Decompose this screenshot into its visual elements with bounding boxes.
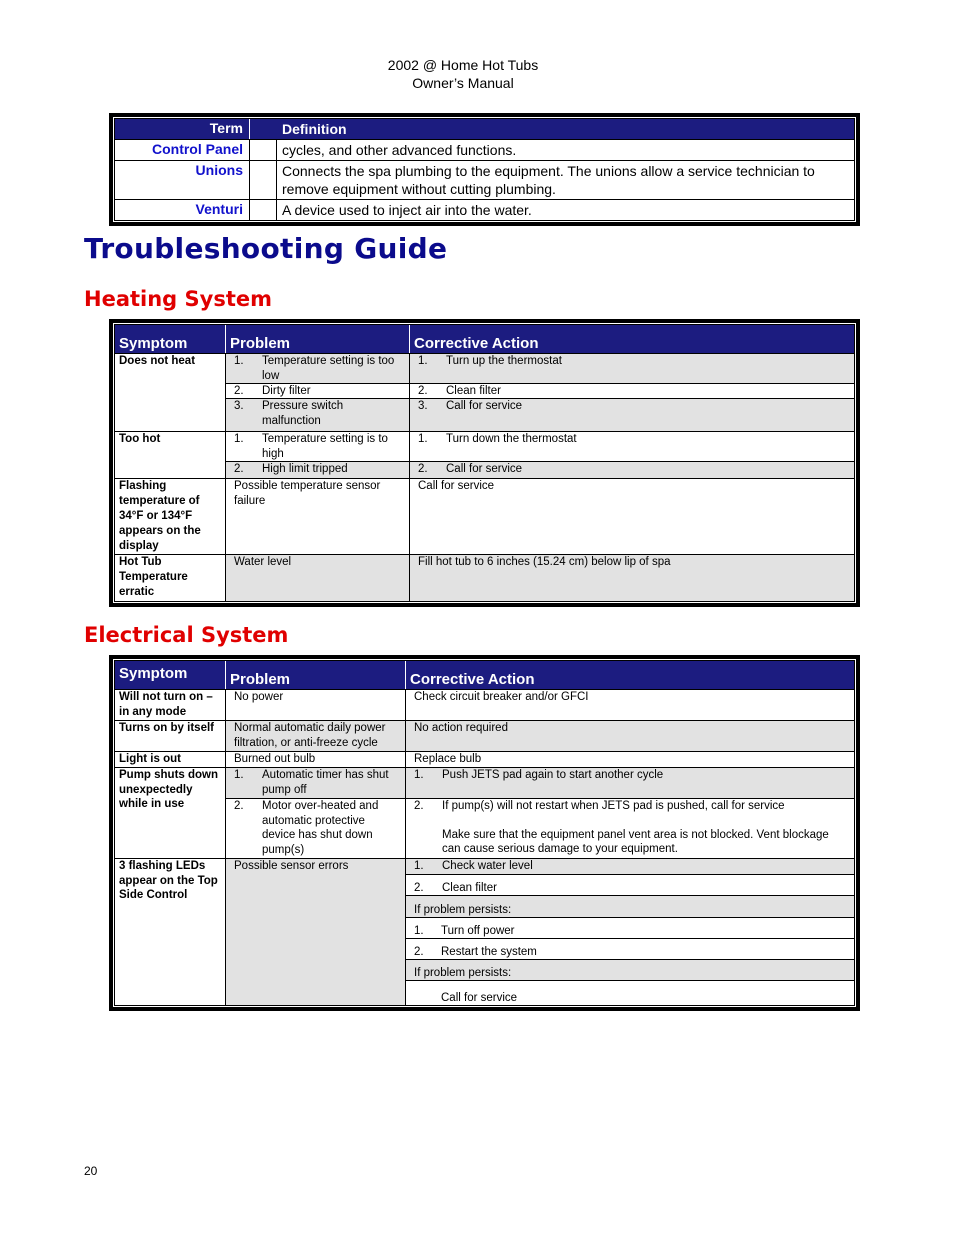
symptom-cell: Too hot: [115, 432, 226, 478]
glossary-term: Venturi: [115, 200, 250, 220]
electrical-table: [109, 655, 860, 1011]
heating-heading: Heating System: [84, 287, 272, 311]
problem-cell: Possible temperature sensor failure: [226, 479, 410, 554]
problem-cell: Automatic timer has shut pump off: [262, 769, 389, 796]
table-row: 3 flashing LEDs appear on the Top Side Control Possible sensor errors 1. Check water level 2. Clean filter If problem persists: 1. Turn off power 2. Restart the system If problem persists: Call for service: [115, 859, 854, 1005]
table-row: [115, 690, 854, 721]
table-row: Pump shuts down unexpectedly while in use 1. Automatic timer has shut pump off 1. Push JETS pad again to start another cycle 2. Motor over-heated and automatic protective device has shut down pump(s) 2. If pump(s) will not restart when JETS pad is pushed, call for service Make sure that the equipment panel vent area is not blocked. Vent blockage can cause serious damage to your equipment.: [115, 768, 854, 859]
action-cell: If problem persists:: [414, 966, 512, 979]
problem-cell: Motor over-heated and automatic protective device has shut down pump(s): [262, 800, 379, 856]
symptom-cell: Turns on by itself: [115, 721, 226, 751]
action-cell: Call for service: [446, 400, 523, 412]
table-row: [115, 555, 854, 601]
problem-cell: Water level: [226, 555, 410, 601]
symptom-cell: Light is out: [115, 752, 226, 767]
problem-cell: No power: [226, 690, 406, 720]
action-cell: Replace bulb: [414, 753, 482, 765]
table-row: [115, 752, 854, 768]
action-cell: If problem persists:: [414, 903, 512, 916]
problem-cell: Temperature setting is to high: [262, 433, 388, 460]
page-title: Troubleshooting Guide: [84, 232, 448, 265]
glossary-definition: A device used to inject air into the water.: [282, 202, 532, 218]
table-row: Does not heat 1. Temperature setting is too low 1. Turn up the thermostat 2. Dirty filter 2. Clean filter 3. Pressure switch malfunction 3. Call for service: [115, 354, 854, 432]
problem-cell: Possible sensor errors: [226, 859, 406, 1005]
page-number: 20: [84, 1164, 98, 1178]
action-cell: Call for service: [418, 480, 495, 492]
action-cell: No action required: [406, 721, 854, 751]
action-cell: Clean filter: [442, 881, 497, 894]
symptom-cell: Pump shuts down unexpectedly while in use: [115, 768, 226, 858]
page-header: [0, 56, 926, 92]
table-row: Too hot 1. Temperature setting is to high 1. Turn down the thermostat 2. High limit tripped 2. Call for service: [115, 432, 854, 479]
symptom-cell: 3 flashing LEDs appear on the Top Side Control: [115, 859, 226, 1005]
problem-cell: High limit tripped: [262, 463, 348, 475]
glossary-definition-header: Definition: [282, 121, 347, 137]
problem-cell: Dirty filter: [262, 385, 311, 397]
action-cell: If pump(s) will not restart when JETS pad is pushed, call for service: [442, 800, 785, 812]
electrical-heading: Electrical System: [84, 623, 289, 647]
table-row: [115, 479, 854, 555]
glossary-term-header: Term: [115, 119, 250, 139]
action-cell: Check circuit breaker and/or GFCI: [414, 691, 589, 703]
glossary-header-row: [115, 119, 854, 139]
electrical-header-row: [115, 661, 854, 690]
action-note: Make sure that the equipment panel vent area is not blocked. Vent blockage can cause serious damage to your equipment.: [442, 828, 829, 855]
symptom-header: Symptom: [115, 661, 226, 689]
glossary-definition: Connects the spa plumbing to the equipment. The unions allow a service technician to remove equipment without cutting plumbing.: [282, 163, 815, 197]
problem-cell: Pressure switch malfunction: [262, 400, 344, 427]
heating-header-row: [115, 325, 854, 354]
action-cell: Turn off power: [441, 924, 515, 937]
glossary-row: [115, 199, 854, 220]
header-title: 2002 @ Home Hot Tubs: [387, 57, 539, 73]
problem-header: Problem: [226, 325, 410, 353]
symptom-cell: Does not heat: [115, 354, 226, 431]
symptom-cell: Flashing temperature of 34°F or 134°F appears on the display: [115, 479, 226, 554]
problem-cell: Temperature setting is too low: [262, 355, 395, 382]
glossary-row: [115, 160, 854, 199]
action-cell: Check water level: [442, 860, 533, 872]
problem-cell: Normal automatic daily power filtration, or anti-freeze cycle: [226, 721, 406, 751]
action-cell: Fill hot tub to 6 inches (15.24 cm) below lip of spa: [418, 556, 671, 568]
problem-header: Problem: [226, 661, 406, 689]
glossary-term: Control Panel: [115, 140, 250, 160]
action-header: Corrective Action: [414, 335, 539, 352]
glossary-row: [115, 139, 854, 160]
action-cell: Turn up the thermostat: [446, 355, 562, 367]
action-header: Corrective Action: [410, 671, 535, 688]
header-subtitle: Owner’s Manual: [412, 75, 514, 91]
action-cell: Call for service: [446, 463, 523, 475]
glossary-term: Unions: [115, 161, 250, 199]
action-cell: Push JETS pad again to start another cycle: [442, 769, 664, 781]
action-cell: Turn down the thermostat: [446, 433, 577, 445]
glossary-table: [109, 113, 860, 226]
heating-table: [109, 319, 860, 607]
glossary-definition: cycles, and other advanced functions.: [282, 142, 517, 158]
symptom-cell: Hot Tub Temperature erratic: [115, 555, 226, 601]
action-cell: Clean filter: [446, 385, 501, 397]
symptom-header: Symptom: [115, 325, 226, 353]
table-row: [115, 721, 854, 752]
action-cell: Call for service: [441, 991, 518, 1004]
problem-cell: Burned out bulb: [226, 752, 406, 767]
symptom-cell: Will not turn on – in any mode: [115, 690, 226, 720]
action-cell: Restart the system: [441, 945, 537, 958]
